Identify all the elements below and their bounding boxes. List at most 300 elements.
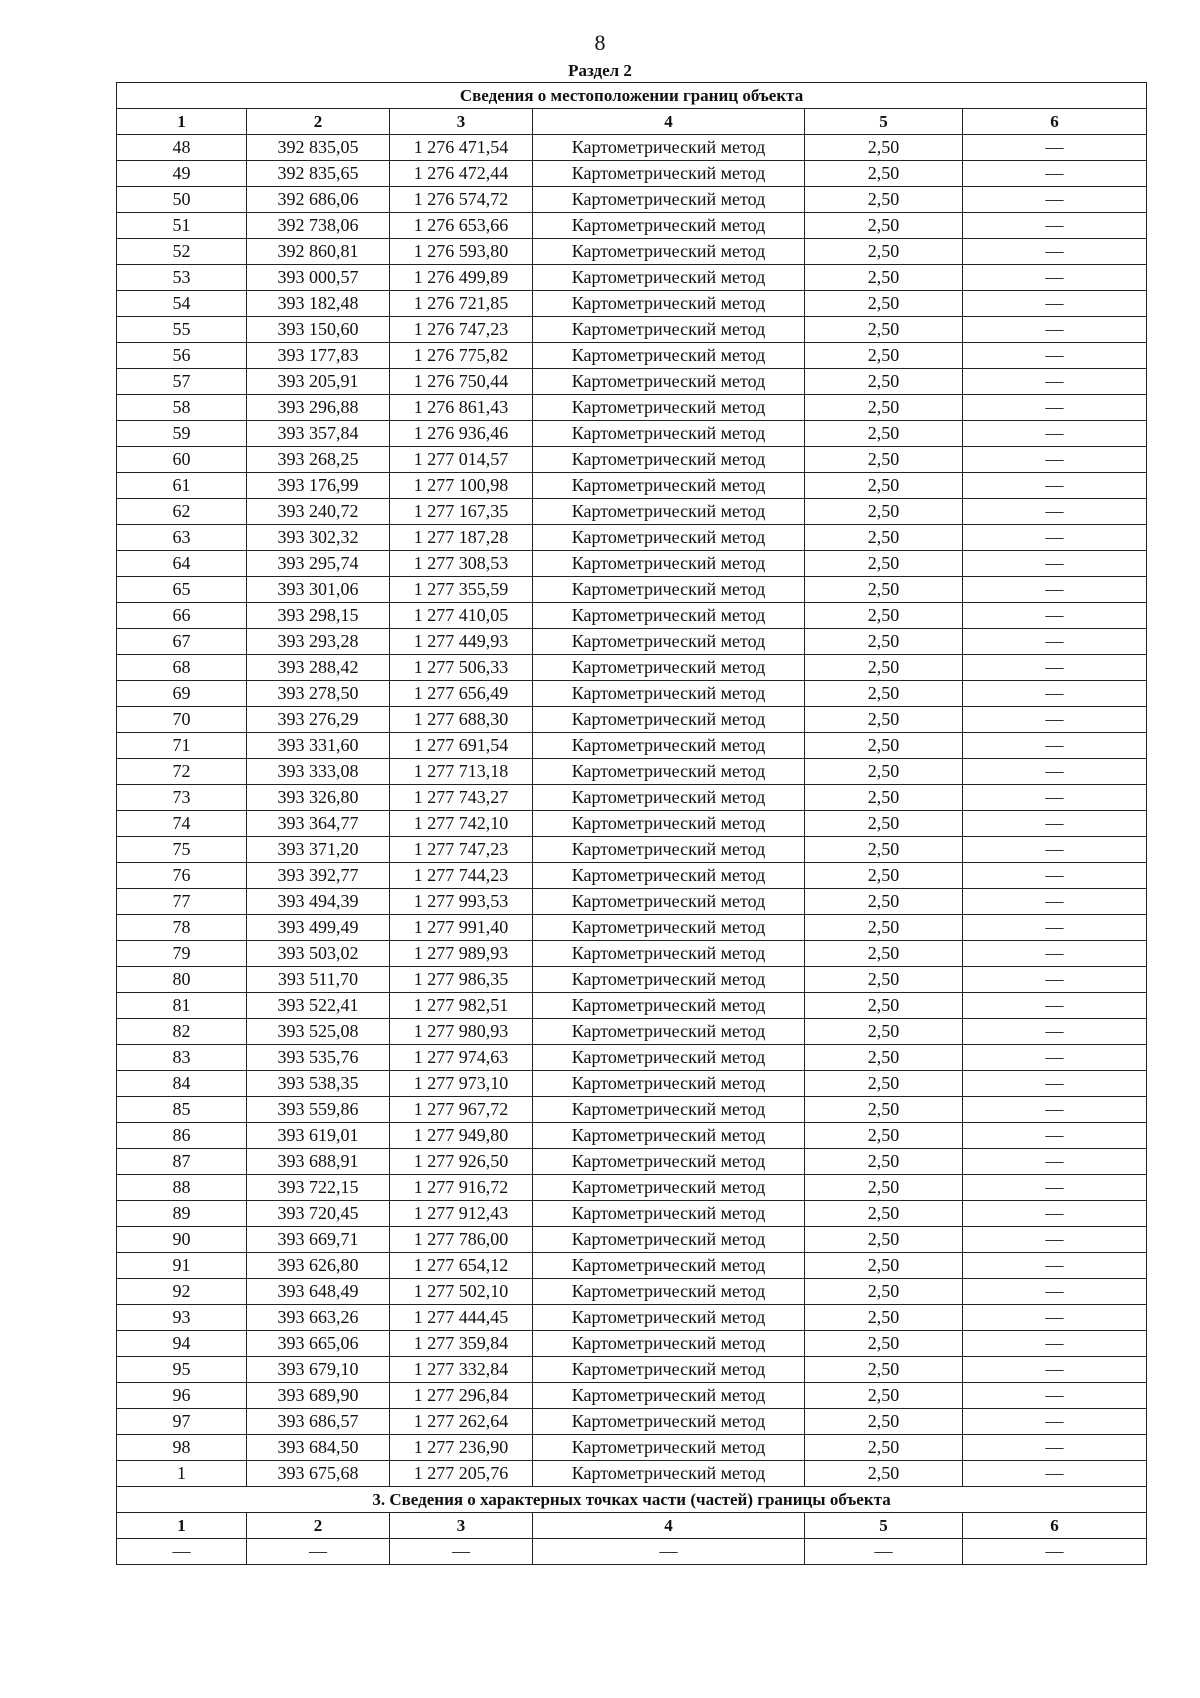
table-row [117,811,1147,837]
table-cell: — [963,291,1147,317]
parts-column-header: 1 [117,1513,247,1539]
table-cell: Картометрический метод [533,967,805,993]
table-cell: — [963,863,1147,889]
table-row [117,1045,1147,1071]
table-cell: — [963,1331,1147,1357]
table-cell: 70 [117,707,247,733]
table-cell: 64 [117,551,247,577]
table-cell: 393 364,77 [247,811,390,837]
table-cell: 2,50 [805,499,963,525]
table-cell: 1 277 980,93 [390,1019,533,1045]
table-cell: — [963,655,1147,681]
table-row [117,993,1147,1019]
table-cell: Картометрический метод [533,1175,805,1201]
table-cell: 393 559,86 [247,1097,390,1123]
table-row [117,1435,1147,1461]
parts-cell: — [533,1539,805,1565]
table-cell: 96 [117,1383,247,1409]
table-cell: 2,50 [805,187,963,213]
table-cell: 393 000,57 [247,265,390,291]
table-cell: 86 [117,1123,247,1149]
table-cell: 2,50 [805,525,963,551]
table-row [117,837,1147,863]
table-row [117,941,1147,967]
column-header: 2 [247,109,390,135]
table-cell: Картометрический метод [533,369,805,395]
table-cell: 393 686,57 [247,1409,390,1435]
table-cell: 52 [117,239,247,265]
table-cell: 1 276 471,54 [390,135,533,161]
table-cell: 393 301,06 [247,577,390,603]
table-cell: 393 511,70 [247,967,390,993]
table-cell: 1 276 653,66 [390,213,533,239]
table-row [117,1097,1147,1123]
table-cell: — [963,1175,1147,1201]
table-cell: 1 277 982,51 [390,993,533,1019]
table-row [117,1227,1147,1253]
table-cell: — [963,1435,1147,1461]
table-cell: — [963,733,1147,759]
table-cell: — [963,967,1147,993]
table-cell: 2,50 [805,135,963,161]
table-cell: Картометрический метод [533,265,805,291]
table-cell: 1 277 187,28 [390,525,533,551]
table-cell: — [963,837,1147,863]
table-cell: 2,50 [805,603,963,629]
table-cell: 2,50 [805,291,963,317]
table-cell: 393 302,32 [247,525,390,551]
table-cell: 1 277 974,63 [390,1045,533,1071]
table-cell: 1 277 506,33 [390,655,533,681]
table-cell: — [963,499,1147,525]
table-cell: 1 277 444,45 [390,1305,533,1331]
table-cell: 393 522,41 [247,993,390,1019]
table-cell: — [963,1357,1147,1383]
table-cell: — [963,213,1147,239]
table-row [117,577,1147,603]
table-cell: 1 277 991,40 [390,915,533,941]
table-cell: Картометрический метод [533,291,805,317]
table-cell: 1 276 593,80 [390,239,533,265]
table-cell: 393 665,06 [247,1331,390,1357]
table-cell: 1 277 989,93 [390,941,533,967]
table-cell: 59 [117,421,247,447]
table-row [117,785,1147,811]
table-cell: 1 276 472,44 [390,161,533,187]
table-row [117,1409,1147,1435]
table-cell: 1 276 721,85 [390,291,533,317]
page-number: 8 [594,30,606,55]
table-row [117,187,1147,213]
table-cell: 393 326,80 [247,785,390,811]
table-cell: Картометрический метод [533,187,805,213]
table-cell: Картометрический метод [533,707,805,733]
table-row [117,551,1147,577]
table-cell: — [963,1045,1147,1071]
table-cell: 2,50 [805,681,963,707]
table-cell: 92 [117,1279,247,1305]
table-cell: 2,50 [805,1331,963,1357]
table-cell: 393 278,50 [247,681,390,707]
table-cell: 2,50 [805,551,963,577]
parts-column-header-row [117,1513,1147,1539]
table-cell: 393 494,39 [247,889,390,915]
table-cell: 2,50 [805,213,963,239]
table-row [117,1279,1147,1305]
table-cell: 1 277 926,50 [390,1149,533,1175]
table-cell: 2,50 [805,1409,963,1435]
table-cell: — [963,161,1147,187]
table-cell: — [963,1461,1147,1487]
table-cell: 48 [117,135,247,161]
table-row [117,603,1147,629]
table-cell: 57 [117,369,247,395]
column-header: 1 [117,109,247,135]
table-cell: 2,50 [805,1071,963,1097]
table-cell: Картометрический метод [533,733,805,759]
table-cell: 93 [117,1305,247,1331]
table-cell: Картометрический метод [533,1357,805,1383]
table-cell: — [963,681,1147,707]
table-cell: 2,50 [805,239,963,265]
table-cell: 2,50 [805,863,963,889]
table-row [117,499,1147,525]
table-cell: 83 [117,1045,247,1071]
parts-column-header: 3 [390,1513,533,1539]
table-cell: 1 276 747,23 [390,317,533,343]
table-row [117,213,1147,239]
table-cell: 58 [117,395,247,421]
table-cell: 88 [117,1175,247,1201]
table-cell: 2,50 [805,473,963,499]
table-cell: — [963,1279,1147,1305]
table-cell: — [963,421,1147,447]
table-cell: Картометрический метод [533,1019,805,1045]
table-cell: 76 [117,863,247,889]
table-cell: 2,50 [805,161,963,187]
table-cell: 2,50 [805,1045,963,1071]
table-title: Сведения о местоположении границ объекта [117,83,1147,109]
table-cell: — [963,1253,1147,1279]
table-cell: 1 277 949,80 [390,1123,533,1149]
coordinates-body [117,135,1147,1487]
table-cell: — [963,577,1147,603]
table-cell: 1 277 912,43 [390,1201,533,1227]
table-cell: Картометрический метод [533,785,805,811]
table-cell: Картометрический метод [533,1071,805,1097]
table-row [117,1253,1147,1279]
table-cell: 2,50 [805,317,963,343]
table-cell: 1 277 262,64 [390,1409,533,1435]
table-cell: 1 277 743,27 [390,785,533,811]
table-row [117,1331,1147,1357]
table-cell: 1 277 688,30 [390,707,533,733]
table-row [117,1383,1147,1409]
table-cell: Картометрический метод [533,837,805,863]
table-cell: 393 722,15 [247,1175,390,1201]
table-cell: 2,50 [805,395,963,421]
table-cell: 49 [117,161,247,187]
table-cell: Картометрический метод [533,317,805,343]
table-cell: Картометрический метод [533,161,805,187]
table-cell: 95 [117,1357,247,1383]
table-cell: 393 298,15 [247,603,390,629]
table-cell: 2,50 [805,369,963,395]
table-cell: 2,50 [805,1123,963,1149]
table-cell: 82 [117,1019,247,1045]
table-cell: 393 150,60 [247,317,390,343]
table-cell: 393 688,91 [247,1149,390,1175]
table-cell: — [963,395,1147,421]
table-cell: — [963,1383,1147,1409]
table-cell: — [963,889,1147,915]
table-row [117,1357,1147,1383]
table-row [117,1305,1147,1331]
table-cell: 2,50 [805,1279,963,1305]
table-cell: 90 [117,1227,247,1253]
table-cell: 393 689,90 [247,1383,390,1409]
table-row [117,733,1147,759]
table-cell: 66 [117,603,247,629]
table-cell: 98 [117,1435,247,1461]
table-cell: 1 277 786,00 [390,1227,533,1253]
column-header: 6 [963,109,1147,135]
table-cell: — [963,941,1147,967]
table-cell: 1 276 499,89 [390,265,533,291]
table-cell: 2,50 [805,1097,963,1123]
table-cell: 1 276 861,43 [390,395,533,421]
table-cell: 2,50 [805,993,963,1019]
table-cell: — [963,707,1147,733]
table-cell: — [963,1149,1147,1175]
table-cell: Картометрический метод [533,1383,805,1409]
table-cell: 1 277 691,54 [390,733,533,759]
table-cell: Картометрический метод [533,889,805,915]
table-cell: 1 277 973,10 [390,1071,533,1097]
table-cell: — [963,1409,1147,1435]
column-header-row [117,109,1147,135]
parts-cell: — [805,1539,963,1565]
table-cell: 62 [117,499,247,525]
table-cell: 72 [117,759,247,785]
table-row [117,473,1147,499]
table-cell: 392 738,06 [247,213,390,239]
parts-column-header: 2 [247,1513,390,1539]
table-row [117,1149,1147,1175]
table-cell: 1 277 205,76 [390,1461,533,1487]
table-cell: — [963,1097,1147,1123]
table-cell: — [963,187,1147,213]
table-cell: 84 [117,1071,247,1097]
table-cell: Картометрический метод [533,1123,805,1149]
table-cell: 78 [117,915,247,941]
table-cell: 1 277 167,35 [390,499,533,525]
table-cell: 87 [117,1149,247,1175]
table-cell: — [963,993,1147,1019]
parts-section [117,1487,1147,1565]
table-cell: 1 277 993,53 [390,889,533,915]
table-cell: Картометрический метод [533,525,805,551]
table-cell: Картометрический метод [533,447,805,473]
table-cell: — [963,1071,1147,1097]
table-cell: 55 [117,317,247,343]
table-cell: Картометрический метод [533,343,805,369]
table-cell: 1 277 410,05 [390,603,533,629]
table-cell: 69 [117,681,247,707]
table-cell: — [963,317,1147,343]
table-cell: 1 276 574,72 [390,187,533,213]
table-cell: — [963,525,1147,551]
table-cell: 393 276,29 [247,707,390,733]
table-cell: 393 720,45 [247,1201,390,1227]
table-row [117,707,1147,733]
table-cell: 50 [117,187,247,213]
table-cell: — [963,551,1147,577]
table-cell: — [963,1201,1147,1227]
table-cell: Картометрический метод [533,135,805,161]
table-row [117,915,1147,941]
table-row [117,317,1147,343]
table-cell: 65 [117,577,247,603]
table-cell: 1 277 308,53 [390,551,533,577]
table-cell: — [963,343,1147,369]
table-cell: 392 835,05 [247,135,390,161]
table-cell: 393 648,49 [247,1279,390,1305]
table-cell: 91 [117,1253,247,1279]
boundary-coordinates-table [116,82,1147,1565]
table-cell: 54 [117,291,247,317]
table-cell: 2,50 [805,811,963,837]
table-cell: 393 679,10 [247,1357,390,1383]
table-row [117,343,1147,369]
table-cell: 61 [117,473,247,499]
table-cell: Картометрический метод [533,629,805,655]
parts-title: 3. Сведения о характерных точках части (частей) границы объекта [117,1487,1147,1513]
table-cell: 393 331,60 [247,733,390,759]
table-cell: Картометрический метод [533,941,805,967]
table-cell: 393 205,91 [247,369,390,395]
table-cell: 2,50 [805,941,963,967]
table-cell: — [963,369,1147,395]
table-row [117,135,1147,161]
table-cell: 77 [117,889,247,915]
table-cell: 79 [117,941,247,967]
column-header: 4 [533,109,805,135]
table-cell: 68 [117,655,247,681]
table-cell: — [963,785,1147,811]
table-cell: 1 277 014,57 [390,447,533,473]
table-cell: 81 [117,993,247,1019]
table-row [117,1019,1147,1045]
table-cell: 1 277 502,10 [390,1279,533,1305]
table-cell: 2,50 [805,1175,963,1201]
table-row [117,239,1147,265]
table-cell: 2,50 [805,343,963,369]
table-row [117,759,1147,785]
table-title-row [117,83,1147,109]
table-cell: Картометрический метод [533,1409,805,1435]
table-cell: 393 619,01 [247,1123,390,1149]
table-cell: 2,50 [805,837,963,863]
table-cell: 393 268,25 [247,447,390,473]
table-cell: 392 860,81 [247,239,390,265]
table-cell: 2,50 [805,1201,963,1227]
table-cell: 2,50 [805,1305,963,1331]
table-cell: 2,50 [805,889,963,915]
table-cell: 393 538,35 [247,1071,390,1097]
table-cell: 2,50 [805,1435,963,1461]
table-cell: Картометрический метод [533,759,805,785]
table-cell: 393 626,80 [247,1253,390,1279]
table-row [117,1461,1147,1487]
table-cell: 2,50 [805,1149,963,1175]
table-cell: 2,50 [805,1461,963,1487]
table-cell: 67 [117,629,247,655]
table-cell: 393 684,50 [247,1435,390,1461]
table-cell: — [963,629,1147,655]
table-cell: — [963,447,1147,473]
table-cell: Картометрический метод [533,395,805,421]
parts-cell: — [390,1539,533,1565]
table-cell: 73 [117,785,247,811]
table-cell: 56 [117,343,247,369]
table-cell: 393 296,88 [247,395,390,421]
parts-cell: — [247,1539,390,1565]
table-row [117,1201,1147,1227]
table-cell: 75 [117,837,247,863]
parts-column-header: 6 [963,1513,1147,1539]
table-cell: 1 277 355,59 [390,577,533,603]
table-cell: Картометрический метод [533,1331,805,1357]
table-row [117,421,1147,447]
table-cell: 1 [117,1461,247,1487]
table-cell: 1 277 359,84 [390,1331,533,1357]
table-cell: Картометрический метод [533,1227,805,1253]
table-cell: 2,50 [805,1253,963,1279]
table-cell: Картометрический метод [533,1305,805,1331]
table-cell: 393 371,20 [247,837,390,863]
table-cell: — [963,811,1147,837]
table-cell: — [963,239,1147,265]
table-cell: 2,50 [805,1383,963,1409]
table-cell: 393 675,68 [247,1461,390,1487]
table-cell: 1 277 296,84 [390,1383,533,1409]
table-cell: 74 [117,811,247,837]
table-cell: 2,50 [805,577,963,603]
table-cell: 89 [117,1201,247,1227]
table-row [117,967,1147,993]
table-cell: Картометрический метод [533,499,805,525]
table-cell: Картометрический метод [533,1097,805,1123]
table-cell: 53 [117,265,247,291]
column-header: 5 [805,109,963,135]
table-cell: 393 182,48 [247,291,390,317]
table-cell: 1 276 750,44 [390,369,533,395]
table-cell: Картометрический метод [533,551,805,577]
table-cell: 2,50 [805,447,963,473]
table-cell: 393 288,42 [247,655,390,681]
table-row [117,369,1147,395]
table-cell: 393 240,72 [247,499,390,525]
table-cell: — [963,1123,1147,1149]
table-cell: 1 277 449,93 [390,629,533,655]
table-cell: 1 277 967,72 [390,1097,533,1123]
table-cell: — [963,265,1147,291]
table-cell: 392 835,65 [247,161,390,187]
parts-cell: — [963,1539,1147,1565]
table-row [117,1175,1147,1201]
table-cell: — [963,915,1147,941]
